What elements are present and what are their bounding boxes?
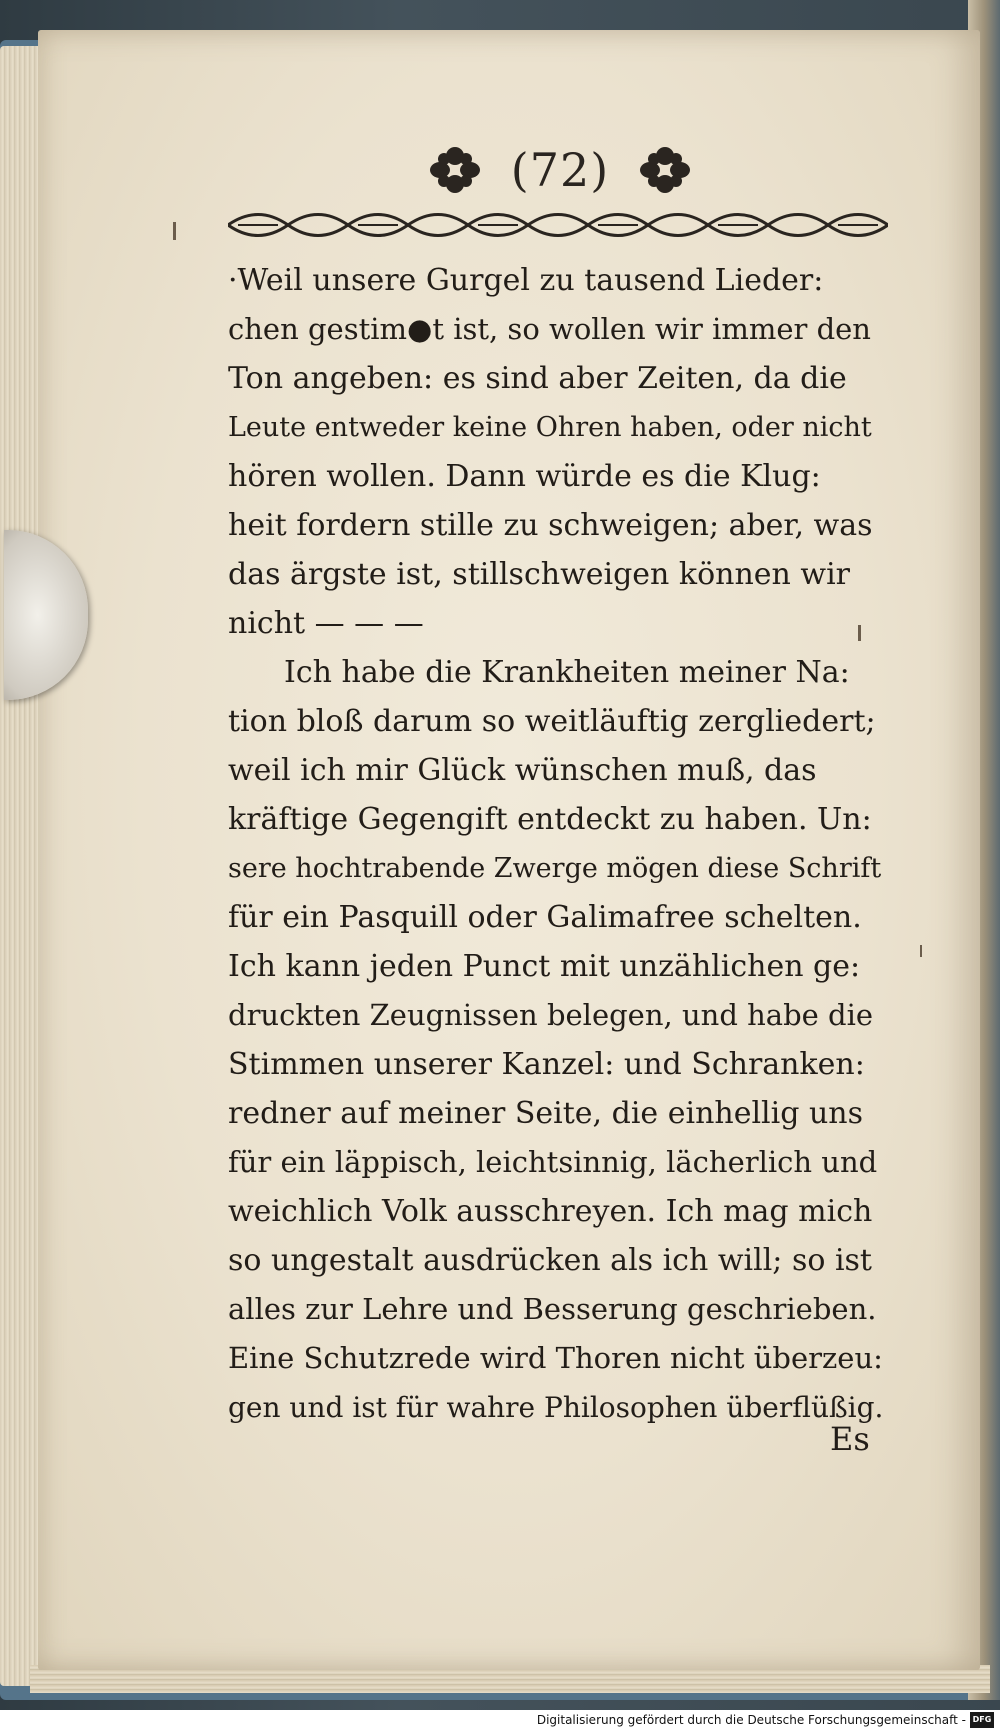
text-line: weichlich Volk ausschreyen. Ich mag mich [228,1194,873,1229]
text-line: redner auf meiner Seite, die einhellig uns [228,1096,864,1131]
page-number: (72) [510,143,610,197]
text-line: für ein läppisch, leichtsinnig, lächerlich und [228,1145,878,1179]
text-line: Ich kann jeden Punct mit unzählichen ge: [228,949,861,984]
text-line: tion bloß darum so weitläuftig zergliedert; [228,704,876,739]
flower-ornament-icon [637,145,693,195]
body-text [228,256,888,1432]
stray-mark [920,945,922,957]
text-line: chen gestim●t ist, so wollen wir immer den [228,312,871,346]
text-line: druckten Zeugnissen belegen, und habe die [228,998,874,1032]
text-line: Leute entweder keine Ohren haben, oder nicht [228,412,872,443]
rope-border-ornament [228,205,888,245]
text-line: kräftige Gegengift entdeckt zu haben. Un: [228,802,872,837]
page-header [400,135,720,205]
text-line: für ein Pasquill oder Galimafree schelten. [228,900,862,935]
text-line: heit fordern stille zu schweigen; aber, was [228,508,873,543]
stray-mark [173,222,176,240]
text-line: Ton angeben: es sind aber Zeiten, da die [228,361,847,396]
dfg-logo: DFG [970,1712,994,1728]
text-line: gen und ist für wahre Philosophen überflüßig. [228,1391,884,1424]
footer-credit: Digitalisierung gefördert durch die Deutsche Forschungsgemeinschaft - [536,1713,966,1727]
text-line: ·Weil unsere Gurgel zu tausend Lieder: [228,263,824,298]
flower-ornament-icon [427,145,483,195]
text-line: alles zur Lehre und Besserung geschrieben. [228,1292,877,1326]
text-line: weil ich mir Glück wünschen muß, das [228,753,817,788]
text-line: Eine Schutzrede wird Thoren nicht überzeu: [228,1341,883,1375]
text-line: so ungestalt ausdrücken als ich will; so ist [228,1243,872,1278]
text-line: Stimmen unserer Kanzel: und Schranken: [228,1047,865,1082]
text-line: nicht — — — [228,606,424,641]
text-line: hören wollen. Dann würde es die Klug: [228,459,821,494]
text-line: sere hochtrabende Zwerge mögen diese Schrift [228,853,882,884]
text-line: das ärgste ist, stillschweigen können wir [228,557,851,592]
text-line: Ich habe die Krankheiten meiner Na: [284,655,850,690]
catchword: Es [830,1420,870,1458]
